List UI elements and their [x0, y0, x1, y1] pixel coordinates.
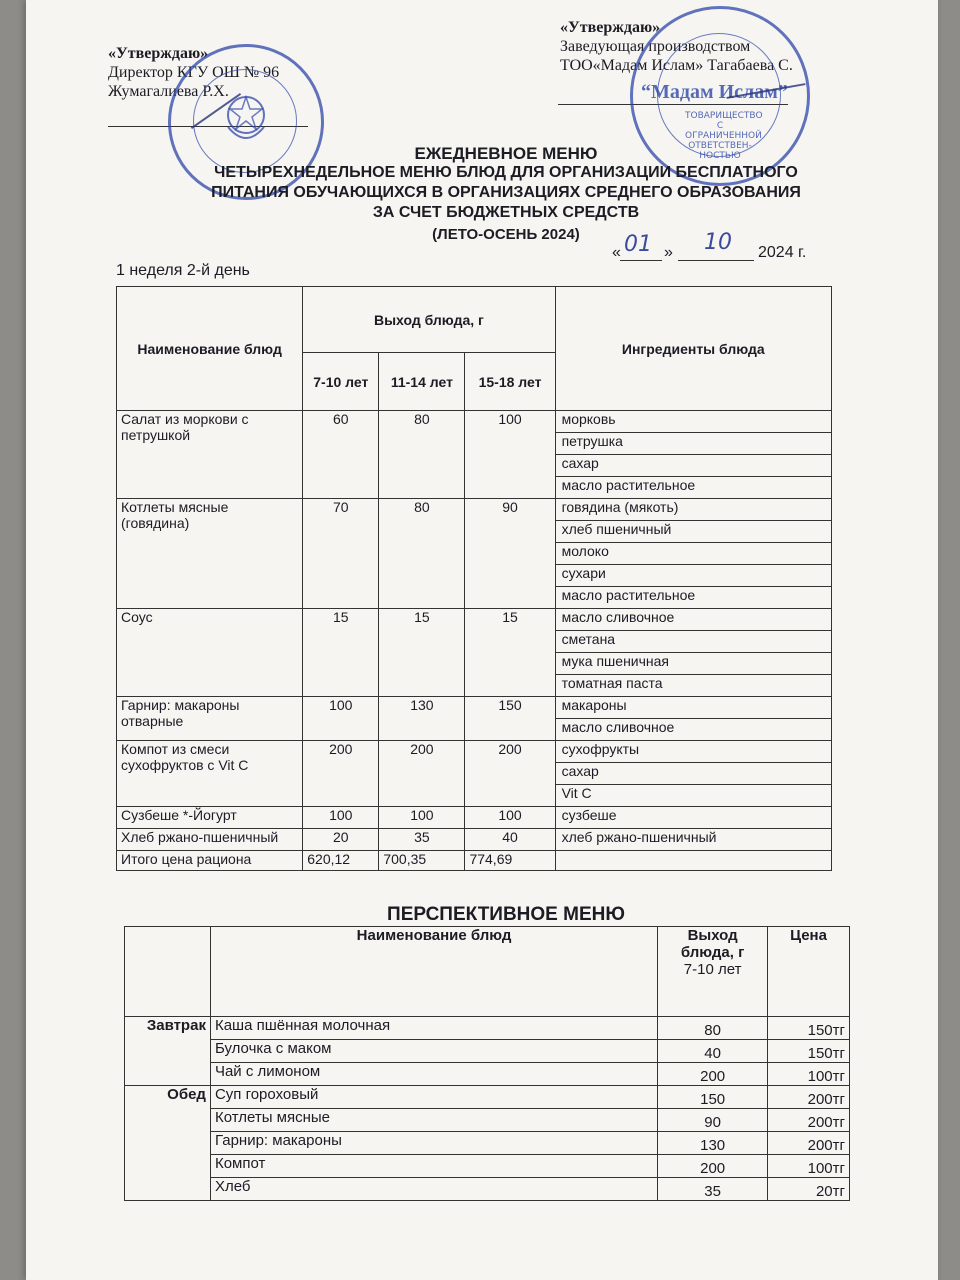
table-row — [125, 1063, 850, 1086]
col-header-age-15-18: 15-18 лет — [465, 353, 555, 411]
perspective-dish-price: 100тг — [768, 1063, 850, 1086]
total-15-18: 774,69 — [465, 851, 555, 871]
ingredient: хлеб ржано-пшеничный — [555, 829, 831, 851]
dish-yield-y2: 100 — [379, 807, 465, 829]
dish-yield-y1: 200 — [303, 741, 379, 807]
ingredient: морковь — [555, 411, 831, 433]
table-row — [117, 829, 832, 851]
dish-yield-y3: 15 — [465, 609, 555, 697]
table-row — [125, 1040, 850, 1063]
document-sheet — [26, 0, 938, 1280]
approval-left-heading: «Утверждаю» — [108, 45, 209, 62]
ingredient: говядина (мякоть) — [555, 499, 831, 521]
ingredient: макароны — [555, 697, 831, 719]
table-row — [125, 1178, 850, 1201]
table-row — [117, 741, 832, 763]
perspective-dish-price: 150тг — [768, 1017, 850, 1040]
perspective-dish-name: Компот — [210, 1155, 657, 1178]
approval-right-name: ТОО«Мадам Ислам» Тагабаева С. — [560, 57, 793, 74]
col-header-dish-name: Наименование блюд — [117, 287, 303, 411]
ingredient: сахар — [555, 455, 831, 477]
total-empty-cell — [555, 851, 831, 871]
dish-name: Котлеты мясные (говядина) — [117, 499, 303, 609]
approval-right-position: Заведующая производством — [560, 38, 751, 55]
col-header-yield-2: Выход блюда, г 7-10 лет — [658, 927, 768, 1017]
ingredient: Vit C — [555, 785, 831, 807]
col-header-age-7-10: 7-10 лет — [303, 353, 379, 411]
date-year: 2024 г. — [758, 244, 807, 261]
dish-yield-y1: 100 — [303, 807, 379, 829]
dish-name: Салат из моркови с петрушкой — [117, 411, 303, 499]
dish-yield-y1: 20 — [303, 829, 379, 851]
table-row — [125, 1155, 850, 1178]
table-row — [117, 807, 832, 829]
approval-left-position: Директор КГУ ОШ № 96 — [108, 64, 280, 81]
perspective-dish-yield: 150 — [658, 1086, 768, 1109]
dish-yield-y2: 130 — [379, 697, 465, 741]
ingredient: масло растительное — [555, 587, 831, 609]
dish-yield-y3: 100 — [465, 807, 555, 829]
perspective-dish-price: 200тг — [768, 1086, 850, 1109]
perspective-dish-yield: 90 — [658, 1109, 768, 1132]
dish-yield-y1: 100 — [303, 697, 379, 741]
week-day-label: 1 неделя 2-й день — [116, 262, 250, 279]
dish-yield-y2: 35 — [379, 829, 465, 851]
table-row — [125, 1086, 850, 1109]
table-row — [117, 697, 832, 719]
ingredient: масло сливочное — [555, 719, 831, 741]
dish-yield-y3: 40 — [465, 829, 555, 851]
perspective-dish-name: Котлеты мясные — [210, 1109, 657, 1132]
company-seal-brand: “Мадам Ислам” — [641, 81, 788, 103]
perspective-dish-yield: 80 — [658, 1017, 768, 1040]
perspective-dish-price: 200тг — [768, 1132, 850, 1155]
dish-yield-y2: 80 — [379, 499, 465, 609]
perspective-dish-yield: 35 — [658, 1178, 768, 1201]
ingredient: сметана — [555, 631, 831, 653]
title-line-5: (ЛЕТО-ОСЕНЬ 2024) — [432, 226, 580, 243]
perspective-dish-name: Чай с лимоном — [210, 1063, 657, 1086]
ingredient: масло растительное — [555, 477, 831, 499]
table-row — [125, 1132, 850, 1155]
total-row — [117, 851, 832, 871]
total-7-10: 620,12 — [303, 851, 379, 871]
dish-name: Компот из смеси сухофруктов с Vit C — [117, 741, 303, 807]
perspective-dish-yield: 200 — [658, 1063, 768, 1086]
perspective-dish-price: 100тг — [768, 1155, 850, 1178]
col-header-age-11-14: 11-14 лет — [379, 353, 465, 411]
dish-yield-y2: 200 — [379, 741, 465, 807]
table-row — [125, 1017, 850, 1040]
total-label: Итого цена рациона — [117, 851, 303, 871]
perspective-dish-yield: 200 — [658, 1155, 768, 1178]
dish-yield-y2: 15 — [379, 609, 465, 697]
ingredient: масло сливочное — [555, 609, 831, 631]
perspective-dish-price: 150тг — [768, 1040, 850, 1063]
dish-yield-y3: 90 — [465, 499, 555, 609]
dish-name: Хлеб ржано-пшеничный — [117, 829, 303, 851]
col-header-dish-name-2: Наименование блюд — [210, 927, 657, 1017]
approval-right-heading: «Утверждаю» — [560, 19, 661, 36]
perspective-dish-name: Суп гороховый — [210, 1086, 657, 1109]
perspective-title: ПЕРСПЕКТИВНОЕ МЕНЮ — [387, 904, 625, 925]
title-line-2: ЧЕТЫРЕХНЕДЕЛЬНОЕ МЕНЮ БЛЮД ДЛЯ ОРГАНИЗАЦИИ БЕСПЛАТНОГО — [214, 164, 798, 181]
col-header-price: Цена — [768, 927, 850, 1017]
perspective-dish-price: 20тг — [768, 1178, 850, 1201]
daily-menu-table — [116, 286, 832, 871]
dish-name: Гарнир: макароны отварные — [117, 697, 303, 741]
title-line-1: ЕЖЕДНЕВНОЕ МЕНЮ — [414, 144, 598, 163]
ingredient: петрушка — [555, 433, 831, 455]
ingredient: молоко — [555, 543, 831, 565]
approval-left-name: Жумагалиева Р.Х. — [108, 83, 229, 100]
title-line-4: ЗА СЧЕТ БЮДЖЕТНЫХ СРЕДСТВ — [372, 204, 640, 221]
perspective-dish-yield: 40 — [658, 1040, 768, 1063]
dish-name: Сузбеше *-Йогурт — [117, 807, 303, 829]
table-row — [117, 411, 832, 433]
ingredient: сахар — [555, 763, 831, 785]
table-row — [117, 609, 832, 631]
perspective-dish-name: Каша пшённая молочная — [210, 1017, 657, 1040]
dish-yield-y3: 200 — [465, 741, 555, 807]
col-header-ingredients: Ингредиенты блюда — [555, 287, 831, 411]
ingredient: мука пшеничная — [555, 653, 831, 675]
perspective-dish-name: Хлеб — [210, 1178, 657, 1201]
ingredient: хлеб пшеничный — [555, 521, 831, 543]
dish-name: Соус — [117, 609, 303, 697]
dish-yield-y1: 60 — [303, 411, 379, 499]
total-11-14: 700,35 — [379, 851, 465, 871]
dish-yield-y3: 100 — [465, 411, 555, 499]
meal-name: Обед — [125, 1086, 211, 1201]
ingredient: сухари — [555, 565, 831, 587]
col-header-yield: Выход блюда, г — [303, 287, 555, 353]
ingredient: томатная паста — [555, 675, 831, 697]
perspective-dish-name: Булочка с маком — [210, 1040, 657, 1063]
ingredient: сухофрукты — [555, 741, 831, 763]
dish-yield-y1: 70 — [303, 499, 379, 609]
company-seal-center-text: ТОВАРИЩЕСТВО С ОГРАНИЧЕННОЙ ОТВЕТСТВЕН- НОСТЬЮ — [685, 111, 763, 161]
dish-yield-y1: 15 — [303, 609, 379, 697]
dish-yield-y3: 150 — [465, 697, 555, 741]
perspective-dish-price: 200тг — [768, 1109, 850, 1132]
title-line-3: ПИТАНИЯ ОБУЧАЮЩИХСЯ В ОРГАНИЗАЦИЯХ СРЕДНЕГО ОБРАЗОВАНИЯ — [211, 184, 801, 201]
perspective-dish-name: Гарнир: макароны — [210, 1132, 657, 1155]
date-month: 10 — [704, 230, 732, 255]
ingredient: сузбеше — [555, 807, 831, 829]
document-date: « 01 » 10 2024 г. — [612, 230, 807, 261]
date-day: 01 — [624, 232, 652, 257]
table-row — [117, 499, 832, 521]
meal-name: Завтрак — [125, 1017, 211, 1086]
dish-yield-y2: 80 — [379, 411, 465, 499]
perspective-dish-yield: 130 — [658, 1132, 768, 1155]
table-row — [125, 1109, 850, 1132]
col-header-meal — [125, 927, 211, 1017]
perspective-menu-table — [124, 926, 850, 1201]
